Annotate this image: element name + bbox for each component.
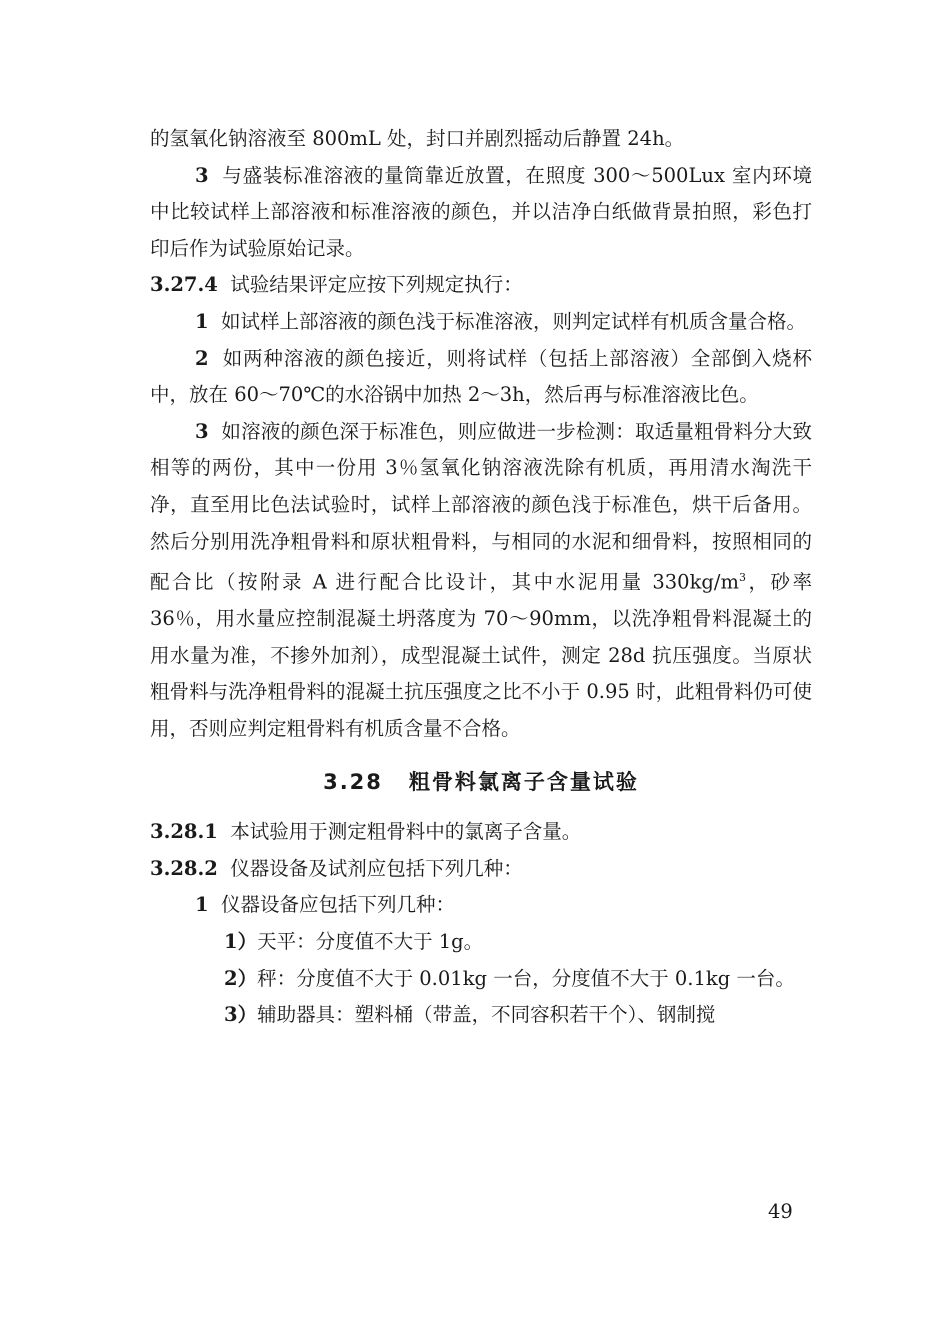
section-heading-3-28 [150, 764, 812, 801]
clause-3-28-1 [150, 814, 812, 851]
item-text: 如试样上部溶液的颜色浅于标准溶液，则判定试样有机质含量合格。 [220, 309, 806, 333]
item-text: 辅助器具：塑料桶（带盖，不同容积若干个）、钢制搅 [257, 1003, 716, 1027]
item-text: 与盛装标准溶液的量筒靠近放置，在照度 300～500Lux 室内环境中比较试样上部溶液和标准溶液的颜色，并以洁净白纸做背景拍照，彩色打印后作为试验原始记录。 [150, 163, 812, 260]
equipment-item-1 [185, 924, 812, 961]
evaluation-item-1 [150, 304, 812, 341]
sub-item-1 [150, 887, 812, 924]
clause-number: 3.28.2 [150, 856, 218, 880]
item-text-part-b: ，砂率 36％，用水量应控制混凝土坍落度为 70～90mm，以洗净粗骨料混凝土的用水量为准，不掺外加剂），成型混凝土试件，测定 28d 抗压强度。当原状粗骨料与洗净粗骨料的混凝土抗压强度之比不小于 0.95 时，此粗骨料仍可使用，否则应判定粗骨料有机质含量不合格。 [150, 570, 812, 740]
page-number: 49 [768, 1200, 793, 1223]
item-text-part-a: 如溶液的颜色深于标准色，则应做进一步检测：取适量粗骨料分大致相等的两份，其中一份用 3％氢氧化钠溶液洗除有机质，再用清水淘洗干净，直至用比色法试验时，试样上部溶液的颜色浅于标准色，烘干后备用。然后分别用洗净粗骨料和原状粗骨料，与相同的水泥和细骨料，按照相同的配合比（按附录 A 进行配合比设计，其中水泥用量 330kg/m [150, 419, 812, 594]
clause-number: 3.28.1 [150, 820, 218, 844]
item-text: 天平：分度值不大于 1g。 [257, 929, 484, 953]
section-number: 3.28 [323, 769, 383, 794]
item-text: 如两种溶液的颜色接近，则将试样（包括上部溶液）全部倒入烧杯中，放在 60～70℃的水浴锅中加热 2～3h，然后再与标准溶液比色。 [150, 346, 812, 407]
item-number: 3 [195, 163, 209, 187]
clause-text: 仪器设备及试剂应包括下列几种： [230, 856, 523, 880]
item-number: 1 [195, 309, 209, 333]
paragraph-continuation: 的氢氧化钠溶液至 800mL 处，封口并剧烈摇动后静置 24h。 [150, 127, 685, 150]
item-number: 2 [195, 346, 209, 370]
item-number: 1） [224, 929, 258, 953]
item-number: 3） [224, 1003, 258, 1027]
clause-text: 本试验用于测定粗骨料中的氯离子含量。 [230, 820, 582, 844]
item-number: 2） [224, 966, 258, 990]
equipment-item-2 [185, 961, 812, 998]
evaluation-item-2 [150, 341, 812, 414]
evaluation-item-3 [150, 414, 812, 748]
item-number: 3 [195, 419, 209, 443]
section-title: 粗骨料氯离子含量试验 [408, 769, 639, 794]
body-text [150, 121, 812, 1034]
clause-number: 3.27.4 [150, 273, 218, 297]
item-3-comparison [150, 158, 812, 268]
clause-3-27-4 [150, 267, 812, 304]
item-text: 仪器设备应包括下列几种： [220, 893, 455, 917]
item-number: 1 [195, 893, 209, 917]
equipment-item-3 [185, 997, 812, 1034]
clause-text: 试验结果评定应按下列规定执行： [230, 273, 523, 297]
superscript-3: 3 [738, 571, 746, 585]
clause-3-28-2 [150, 851, 812, 888]
item-text: 秤：分度值不大于 0.01kg 一台，分度值不大于 0.1kg 一台。 [257, 966, 795, 990]
